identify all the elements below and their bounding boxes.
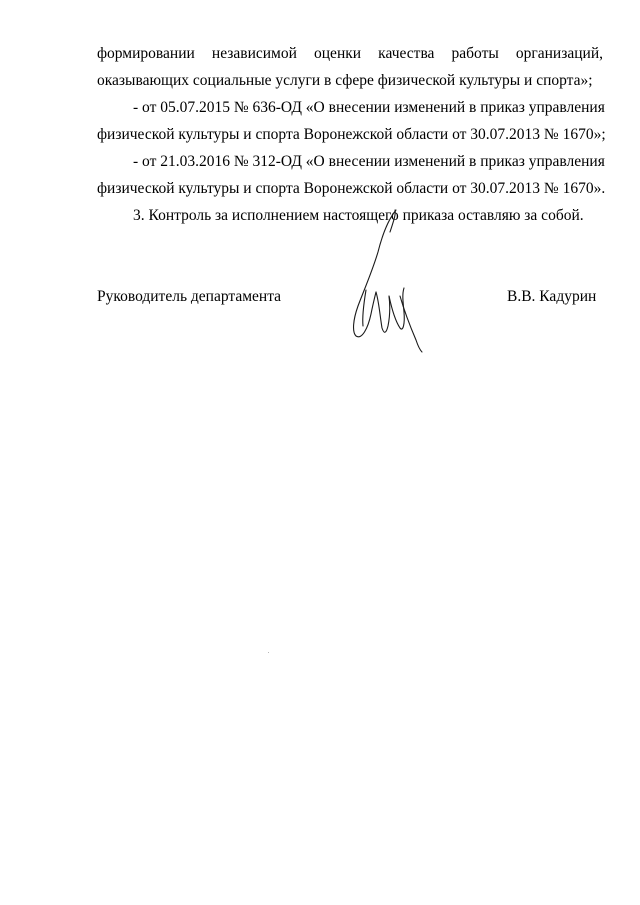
text-line: оказывающих социальные услуги в сфере физической культуры и спорта»; [97, 72, 593, 89]
text-line: формировании независимой оценки качества работы организаций, [97, 45, 603, 62]
text-line: 3. Контроль за исполнением настоящего приказа оставляю за собой. [133, 207, 584, 224]
text-line: физической культуры и спорта Воронежской области от 30.07.2013 № 1670». [97, 180, 606, 197]
signatory-title: Руководитель департамента [97, 288, 282, 305]
paragraph-amendment-1 [97, 98, 606, 152]
text-line: - от 05.07.2015 № 636-ОД «О внесении изменений в приказ управления [133, 99, 605, 116]
paragraph-amendment-2 [97, 152, 606, 206]
handwritten-signature [338, 206, 428, 354]
text-line: - от 21.03.2016 № 312-ОД «О внесении изменений в приказ управления [133, 153, 605, 170]
signatory-name: В.В. Кадурин [507, 288, 597, 305]
paragraph-continuation [97, 44, 603, 98]
scan-speck [268, 652, 269, 653]
text-line: физической культуры и спорта Воронежской области от 30.07.2013 № 1670»; [97, 126, 606, 143]
